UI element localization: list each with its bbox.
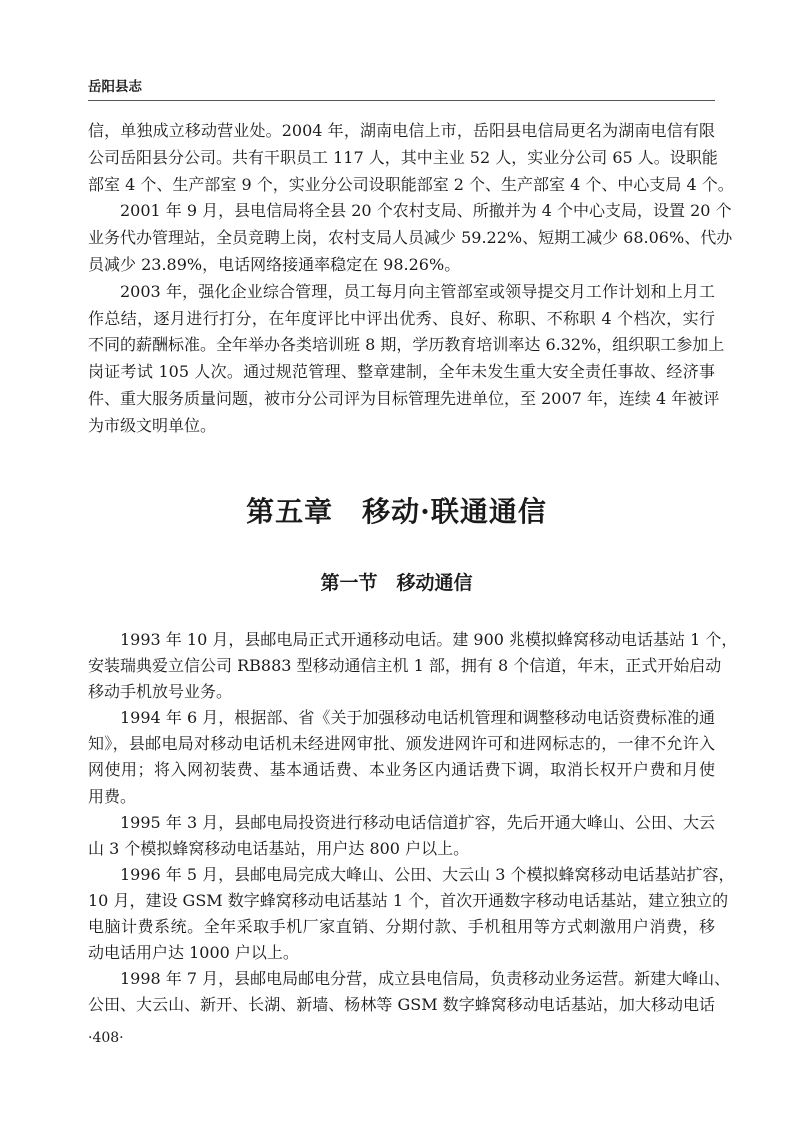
paragraph [88,705,715,809]
text-line: 为市级文明单位。 [88,415,217,435]
text-line: 1993 年 10 月，县邮电局正式开通移动电话。建 900 兆模拟蜂窝移动电话基站 1 个， [120,630,738,649]
text-line: 不同的薪酬标准。全年举办各类培训班 8 期，学历教育培训率达 6.32%，组织职工参加上 [88,335,725,355]
text-line: 1994 年 6 月，根据部、省《关于加强移动电话机管理和调整移动电话资费标准的通 [120,708,715,728]
text-line: 山 3 个模拟蜂窝移动电话基站，用户达 800 户以上。 [88,838,470,858]
text-line: 公田、大云山、新开、长湖、新墙、杨林等 GSM 数字蜂窝移动电话基站，加大移动电话 [88,995,715,1015]
paragraph [88,118,734,198]
text-line: 件、重大服务质量问题，被市分公司评为目标管理先进单位，至 2007 年，连续 4 年被评 [88,388,720,408]
section-title: 第一节 移动通信 [320,572,473,594]
text-line: 公司岳阳县分公司。共有干职员工 117 人，其中主业 52 人，实业分公司 65 人。设职能 [88,147,718,167]
text-line: 网使用；将入网初装费、基本通话费、本业务区内通话费下调，取消长权开户费和月使 [88,760,715,780]
page-number: ·408· [88,1030,124,1046]
chapter-title: 第五章 移动·联通通信 [246,495,547,528]
paragraph [88,198,733,278]
text-line: 作总结，逐月进行打分，在年度评比中评出优秀、良好、称职、不称职 4 个档次，实行 [88,308,715,328]
text-line: 用费。 [88,786,137,806]
text-line: 2001 年 9 月，县电信局将全县 20 个农村支局、所撤并为 4 个中心支局，设置 20 个 [120,201,732,221]
running-header-title: 岳阳县志 [88,79,142,95]
text-line: 部室 4 个、生产部室 9 个，实业分公司设职能部室 2 个、生产部室 4 个、中心支局 4 个。 [88,174,734,194]
body-text-section [88,627,738,1018]
text-line: 业务代办管理站，全员竞聘上岗，农村支局人员减少 59.22%、短期工减少 68.06%、代办 [88,228,733,248]
text-line: 电脑计费系统。全年采取手机厂家直销、分期付款、手机租用等方式刺激用户消费，移 [88,917,715,937]
text-line: 岗证考试 105 人次。通过规范管理、整章建制，全年未发生重大安全责任事故、经济事 [88,362,715,382]
paragraph [88,966,731,1018]
paragraph [88,627,738,705]
text-line: 1995 年 3 月，县邮电局投资进行移动电话信道扩容，先后开通大峰山、公田、大云 [120,812,715,832]
paragraph [88,862,735,966]
text-line: 信，单独成立移动营业处。2004 年，湖南电信上市，岳阳县电信局更名为湖南电信有限 [88,121,715,140]
paragraph [88,810,715,862]
body-text-top [88,118,734,440]
text-line: 10 月，建设 GSM 数字蜂窝移动电话基站 1 个，首次开通数字移动电话基站，建立独立的 [88,890,729,910]
text-line: 知》，县邮电局对移动电话机未经进网审批、颁发进网许可和进网标志的，一律不允许入 [88,734,715,754]
header-rule [88,100,715,101]
text-line: 安装瑞典爱立信公司 RB883 型移动通信主机 1 部，拥有 8 个信道，年末，正式开始启动 [88,656,722,676]
text-line: 2003 年，强化企业综合管理，员工每月向主管部室或领导提交月工作计划和上月工 [120,281,715,301]
text-line: 员减少 23.89%，电话网络接通率稳定在 98.26%。 [88,254,461,274]
paragraph [88,279,725,440]
text-line: 动电话用户达 1000 户以上。 [88,943,299,963]
text-line: 1996 年 5 月，县邮电局完成大峰山、公田、大云山 3 个模拟蜂窝移动电话基站扩容， [120,864,735,884]
text-line: 移动手机放号业务。 [88,682,233,702]
text-line: 1998 年 7 月，县邮电局邮电分营，成立县电信局，负责移动业务运营。新建大峰山、 [120,969,731,989]
